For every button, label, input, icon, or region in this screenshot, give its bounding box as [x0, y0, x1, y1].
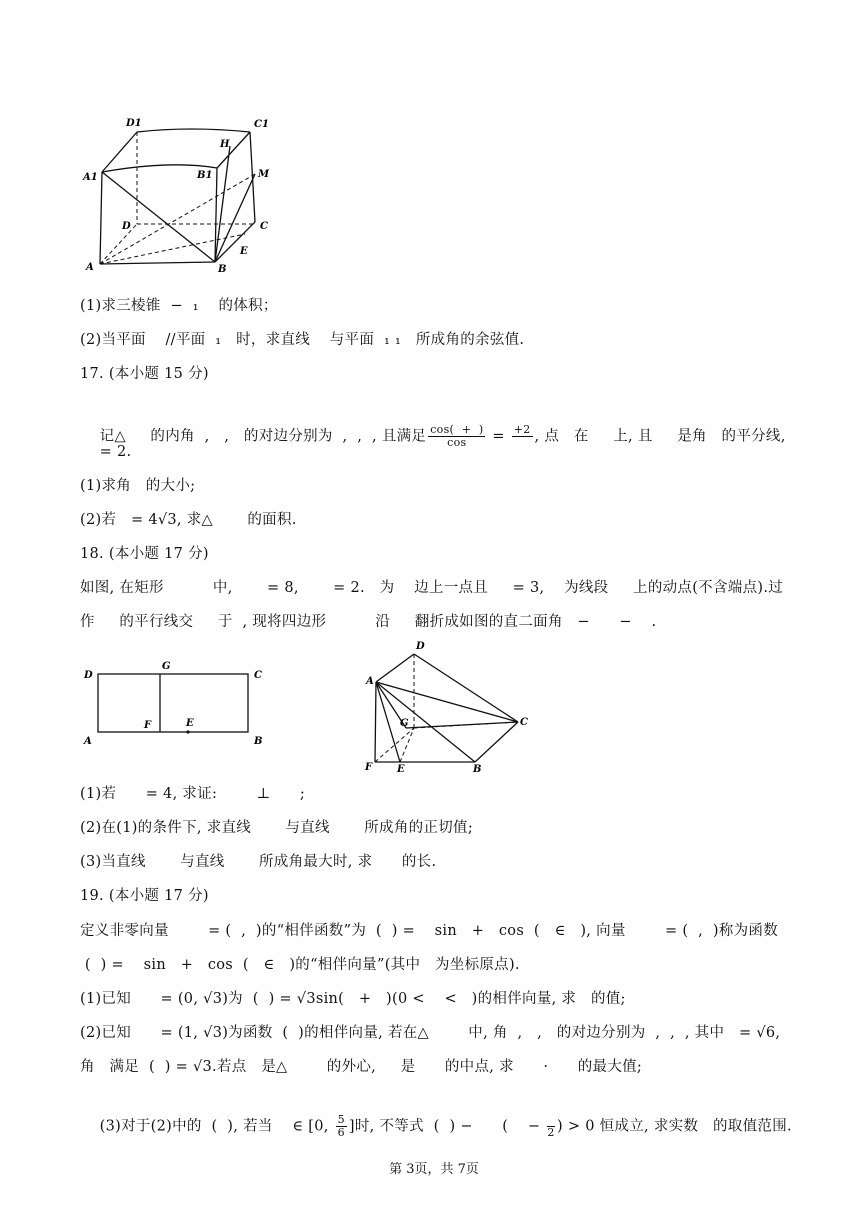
q19-header: 19. (本小题 17 分)	[80, 888, 209, 904]
label-A: A	[86, 262, 94, 273]
label-C1: C1	[254, 119, 269, 130]
label-C: C	[254, 670, 262, 681]
q16-part2: (2)当平面 //平面 ₁ 时，求直线 与平面 ₁ ₁ 所成角的余弦值.	[80, 332, 525, 348]
label-B: B	[473, 764, 482, 775]
label-G: G	[162, 661, 171, 672]
label-A: A	[366, 676, 374, 687]
label-D: D	[416, 641, 425, 652]
label-B: B	[218, 264, 227, 275]
q19-line2: ( ) = sin + cos ( ∈ )的“相伴向量”(其中 为坐标原点).	[80, 957, 520, 973]
label-F: F	[365, 762, 373, 773]
q19-part1: (1)已知 = (0, √3)为 ( ) = √3sin( + )(0 < < )的相伴向量, 求 的值;	[80, 991, 626, 1007]
rectangle-figure	[80, 656, 270, 751]
q19-part2b: 角 满足 ( ) = √3.若点 是△ 的外心, 是 的中点, 求 · 的最大值;	[80, 1059, 643, 1075]
q19-fraction-2: 2	[547, 1114, 555, 1139]
label-B: B	[254, 736, 263, 747]
label-C: C	[260, 221, 268, 232]
q17-line2: = 2.	[80, 444, 132, 460]
label-B1: B1	[197, 170, 213, 181]
q17-fraction-2: +2	[513, 423, 531, 436]
q17-part2: (2)若 = 4√3, 求△ 的面积.	[80, 512, 297, 528]
q17-line1: 记△ 的内角 , , 的对边分别为 , , , 且满足 $\frac{\cos( + )}{\cos}$ = +2 , 点 在 上, 且 是角 的平分线,	[99, 423, 786, 449]
label-F: F	[144, 720, 152, 731]
label-D: D	[84, 670, 93, 681]
page-footer: 第 3页，共 7页	[389, 1162, 479, 1177]
label-E: E	[397, 764, 405, 775]
folded-figure	[360, 636, 540, 776]
label-A1: A1	[83, 172, 98, 183]
label-H: H	[220, 139, 230, 150]
label-E: E	[186, 718, 194, 729]
q17-part1: (1)求角 的大小;	[80, 478, 196, 494]
q18-part2: (2)在(1)的条件下, 求直线 与直线 所成角的正切值;	[80, 820, 474, 836]
q18-part3: (3)当直线 与直线 所成角最大时, 求 的长.	[80, 854, 437, 870]
prism-figure	[80, 112, 280, 282]
label-G: G	[400, 718, 409, 729]
q19-line1: 定义非零向量 = ( , )的“相伴函数”为 ( ) = sin + cos ( ∈ ), 向量 = ( , )称为函数	[80, 923, 779, 939]
q18-line1: 如图, 在矩形 中, = 8, = 2. 为 边上一点且 = 3, 为线段 上的动点(不含端点).过	[80, 580, 784, 596]
q17-fraction-cos: $\frac{\cos( + )}{\cos}$	[430, 423, 484, 449]
q16-part1: (1)求三棱锥 − ₁ 的体积；	[80, 298, 278, 314]
q19-part3: (3)对于(2)中的 ( ), 若当 ∈ [0, $\frac{5}{6}$ ]时, 不等式 ( ) − ( − 2 ) > 0 恒成立, 求实数 的取值范围.	[99, 1113, 792, 1139]
q18-part1: (1)若 = 4, 求证: ⊥ ;	[80, 786, 306, 802]
label-M: M	[258, 169, 270, 180]
label-A: A	[84, 736, 92, 747]
q19-part2a: (2)已知 = (1, √3)为函数 ( )的相伴向量, 若在△ 中, 角 , , 的对边分别为 , , , 其中 = √6,	[80, 1025, 781, 1041]
q17-header: 17. (本小题 15 分)	[80, 366, 209, 382]
q18-header: 18. (本小题 17 分)	[80, 546, 209, 562]
label-D: D	[122, 221, 131, 232]
q19-fraction-5-6: $\frac{5}{6}$	[337, 1113, 345, 1139]
label-E: E	[240, 246, 248, 257]
label-C: C	[520, 717, 528, 728]
label-D1: D1	[126, 118, 142, 129]
q18-line2: 作 的平行线交 于 , 现将四边形 沿 翻折成如图的直二面角 − − .	[80, 614, 657, 630]
